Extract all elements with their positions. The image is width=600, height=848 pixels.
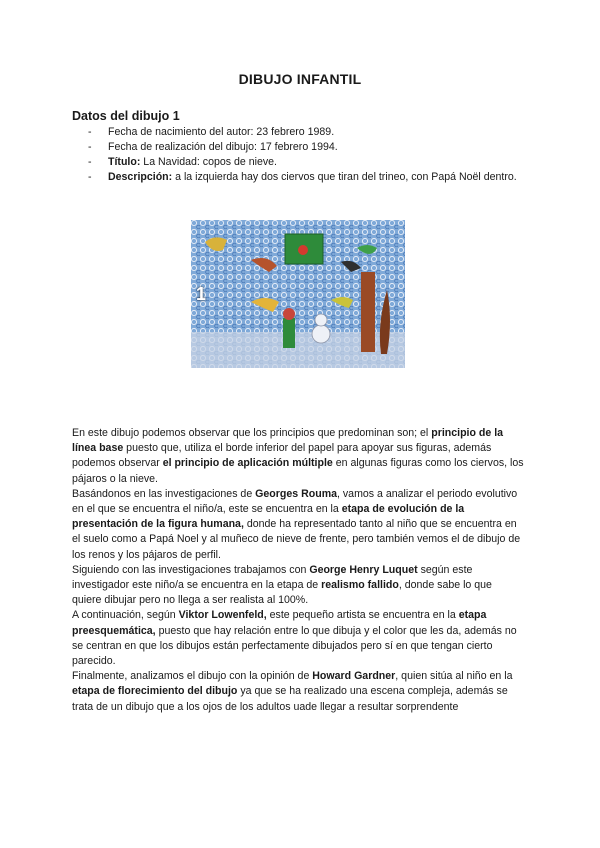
section-heading: Datos del dibujo 1 [72, 109, 180, 123]
figure-number: 1 [196, 284, 207, 304]
text-run: este pequeño artista se encuentra en la [266, 609, 459, 622]
figure-shape [283, 318, 295, 348]
bold-term: Viktor Lowenfeld, [178, 609, 267, 622]
list-item-label: Título: [108, 156, 141, 168]
text-run: ya que se ha realizado una escena compleja, además se trata de un dibujo que a los ojos de los adultos uade llegar a resultar sorprendente [72, 685, 508, 713]
drawing-illustration [191, 220, 405, 368]
text-run: Finalmente, analizamos el dibujo con la opinión de [72, 670, 313, 683]
text-run: donde ha representado tanto al niño que se encuentra en el suelo como a Papá Noel y al muñeco de nieve de frente, pero también vemos el de dibujo de los renos y los pájaros de perfil. [72, 518, 521, 561]
bold-term: el principio de aplicación múltiple [162, 457, 333, 470]
text-run: puesto que, utiliza el borde inferior del papel para apoyar sus figuras, además podemos observar [72, 442, 492, 470]
bold-term: Howard Gardner [312, 670, 396, 683]
bold-term: realismo fallido [321, 579, 399, 592]
list-item-text: Fecha de nacimiento del autor: 23 febrero 1989. [108, 126, 335, 138]
bold-term: etapa de evolución de la presentación de la figura humana, [72, 503, 465, 531]
paragraph [72, 487, 524, 563]
list-dash: - [88, 171, 92, 183]
paragraph [72, 669, 524, 715]
list-item [88, 140, 538, 155]
list-item [88, 170, 538, 185]
paragraph [72, 563, 524, 609]
bold-term: George Henry Luquet [309, 563, 418, 576]
bold-term: etapa preesquemática, [72, 609, 487, 637]
drawing-details-list [88, 125, 538, 185]
list-item-text: a la izquierda hay dos ciervos que tiran del trineo, con Papá Noël dentro. [172, 171, 517, 183]
text-run: , donde sabe lo que quiere dibujar pero no llega a ser realista al 100%. [72, 579, 492, 607]
child-drawing-image [191, 220, 405, 368]
text-run: A continuación, según [72, 609, 179, 622]
list-dash: - [88, 141, 92, 153]
text-run: Basándonos en las investigaciones de [72, 487, 256, 500]
list-item [88, 155, 538, 170]
paragraph [72, 426, 524, 487]
snowman-head [315, 314, 327, 326]
paragraph [72, 608, 524, 669]
list-item-label: Descripción: [108, 171, 173, 183]
bold-term: principio de la línea base [72, 427, 504, 455]
text-run: puesto que hay relación entre lo que dibuja y el color que les da, además no se centran en que los dibujos están perfectamente dibujados pero sí en que tengan cierto parecido. [72, 624, 517, 668]
list-dash: - [88, 126, 92, 138]
bold-term: etapa de florecimiento del dibujo [72, 685, 238, 698]
text-run: , vamos a analizar el periodo evolutivo en el que se encuentra el niño/a, este se encuentra en la [72, 487, 518, 516]
list-item-text: La Navidad: copos de nieve. [140, 156, 277, 168]
list-item [88, 125, 538, 140]
list-dash: - [88, 156, 92, 168]
snowman-body [312, 325, 330, 343]
text-run: , quien sitúa al niño en la [395, 670, 513, 683]
text-run: en algunas figuras como los ciervos, los pájaros o la nieve. [72, 457, 524, 485]
text-run: según este investigador este niño/a se encuentra en la etapa de [72, 563, 473, 592]
figure-head [283, 308, 295, 320]
bold-term: Georges Rouma [255, 487, 337, 500]
tree-trunk [361, 272, 375, 352]
text-run: En este dibujo podemos observar que los principios que predominan son; el [72, 427, 432, 439]
document-title: DIBUJO INFANTIL [238, 71, 362, 87]
analysis-text [72, 426, 524, 715]
text-run: Siguiendo con las investigaciones trabajamos con [72, 563, 310, 576]
list-item-text: Fecha de realización del dibujo: 17 febrero 1994. [108, 141, 338, 153]
sign-dot [298, 245, 308, 255]
